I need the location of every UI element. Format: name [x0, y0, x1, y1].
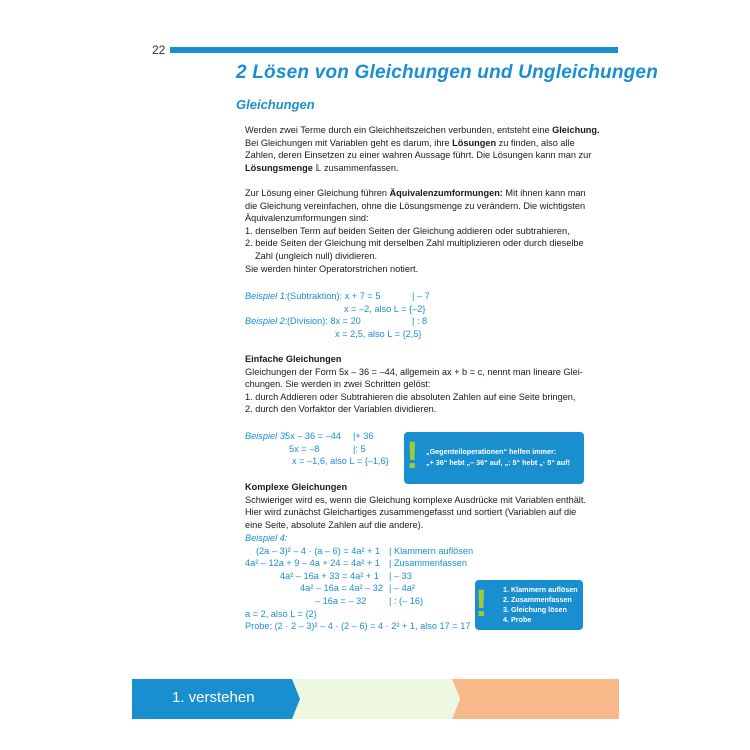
- stage-2-segment: [292, 679, 460, 719]
- subheading: Einfache Gleichungen: [245, 354, 342, 364]
- list-item: 1. denselben Term auf beiden Seiten der Gleichung addieren oder subtrahieren,: [245, 225, 570, 236]
- term-aequivalenzumformungen: Äquivalenzumformungen:: [389, 188, 503, 198]
- operator: | : 8: [412, 316, 428, 327]
- step-item: 1. Klammern auflösen: [503, 585, 578, 594]
- stage-3-segment: [452, 679, 619, 719]
- list-item: 2. durch den Vorfaktor der Variablen dividieren.: [245, 404, 437, 415]
- operator: |+ 36: [353, 431, 374, 441]
- section-title: Gleichungen: [236, 97, 315, 112]
- exclamation-icon: !: [406, 435, 419, 477]
- list-item: 2. beide Seiten der Gleichung mit derselben Zahl multiplizieren oder durch dieselbe: [245, 238, 584, 249]
- example-3: Beispiel 3: 5x – 36 = –44 |+ 36 5x = –8 |: 5 x = –1,6, also L = {–1,6}: [245, 431, 389, 467]
- equivalence-paragraph: Zur Lösung einer Gleichung führen Äquivalenzumformungen: Mit ihnen kann man die Gleichung vereinfachen, ohne die Lösungsmenge zu verändern. Die wichtigsten Äquivalenzumformungen sind: 1. denselben Term auf beiden Seiten der Gleichung addieren oder subtrahieren, 2. beide Seiten der Gleichung mit derselben Zahl multiplizieren oder durch dieselbe Zahl (ungleich null) dividieren. Sie werden hinter Operatorstrichen notiert.: [245, 187, 590, 275]
- example-label: Beispiel 2:: [245, 316, 288, 327]
- page-number: 22: [152, 43, 166, 57]
- tip-box-gegenteiloperationen: ! „Gegenteiloperationen“ helfen immer: „+ 36“ hebt „– 36“ auf, „: 5“ hebt „· 5“ auf!: [404, 432, 584, 484]
- operator: |: 5: [353, 443, 366, 454]
- operator: | – 33: [389, 570, 412, 581]
- term-loesungsmenge: Lösungsmenge 𝕃: [245, 162, 322, 173]
- term-loesungen: Lösungen: [452, 137, 497, 148]
- example-label: Beispiel 1:: [245, 291, 288, 301]
- list-item: 1. durch Addieren oder Subtrahieren die absoluten Zahlen auf eine Seite bringen,: [245, 391, 576, 402]
- operator: | Zusammenfassen: [389, 558, 467, 569]
- tip-box-steps: [475, 580, 583, 630]
- footer-stage-label: 1. verstehen: [172, 689, 255, 706]
- step-item: 4. Probe: [503, 615, 532, 624]
- operator: | – 7: [412, 291, 430, 301]
- example-label: Beispiel 3:: [245, 431, 288, 441]
- chapter-title: 2 Lösen von Gleichungen und Ungleichungen: [236, 62, 658, 83]
- simple-equations-section: Einfache Gleichungen Gleichungen der Form 5x – 36 = –44, allgemein ax + b = c, nennt man lineare Glei- chungen. Sie werden in zwei Schritten gelöst: 1. durch Addieren oder Subtrahieren die absoluten Zahlen auf eine Seite bringen, 2. durch den Vorfaktor der Variablen dividieren.: [245, 353, 590, 416]
- subheading: Komplexe Gleichungen: [245, 482, 348, 492]
- header-rule: [170, 47, 618, 53]
- step-item: 2. Zusammenfassen: [503, 595, 572, 604]
- exclamation-icon: !: [475, 583, 488, 625]
- step-item: 3. Gleichung lösen: [503, 605, 567, 614]
- operator: | – 4a²: [389, 583, 415, 594]
- footer-progress-band: [132, 679, 619, 719]
- complex-equations-section: Komplexe Gleichungen Schwieriger wird es, wenn die Gleichung komplexe Ausdrücke mit Variablen enthält. Hier wird zunächst Gleichartiges zusammengefasst und sortiert (Variablen auf die eine Seite, absolute Zahlen auf die andere).: [245, 481, 590, 531]
- example-4: Beispiel 4: (2a – 3)² – 4 · (a – 6) = 4a² + 1 | Klammern auflösen 4a² – 12a + 9 – 4a + 24 = 4a² + 1 | Zusammenfassen 4a² – 16a + 33 = 4a² + 1 | – 33 4a² – 16a = 4a² – 32 | – 4a² – 16a = – 32 | : (– 16) a = 2, also L = {2} Probe: (2 · 2 – 3)² – 4 · (2 – 6) = 4 · 2² + 1, also 17 = 17: [245, 533, 474, 632]
- term-gleichung: Gleichung.: [552, 125, 600, 135]
- example-label: Beispiel 4:: [245, 533, 288, 543]
- examples-1-2: Beispiel 1: (Subtraktion): x + 7 = 5 | – 7 x = –2, also L = {–2} Beispiel 2: (Division): 8x = 20 | : 8 x = 2,5, also L = {2,5}: [245, 291, 430, 339]
- operator: | Klammern auflösen: [389, 545, 474, 556]
- intro-paragraph: Werden zwei Terme durch ein Gleichheitszeichen verbunden, entsteht eine Gleichung. Bei Gleichungen mit Variablen geht es darum, ihre Lösungen zu finden, also alle Zahlen, deren Einsetzen zu einer wahren Aussage führt. Die Lösungen kann man zur Lösungsmenge 𝕃 zusammenfassen.: [245, 125, 600, 173]
- operator: | : (– 16): [389, 595, 424, 606]
